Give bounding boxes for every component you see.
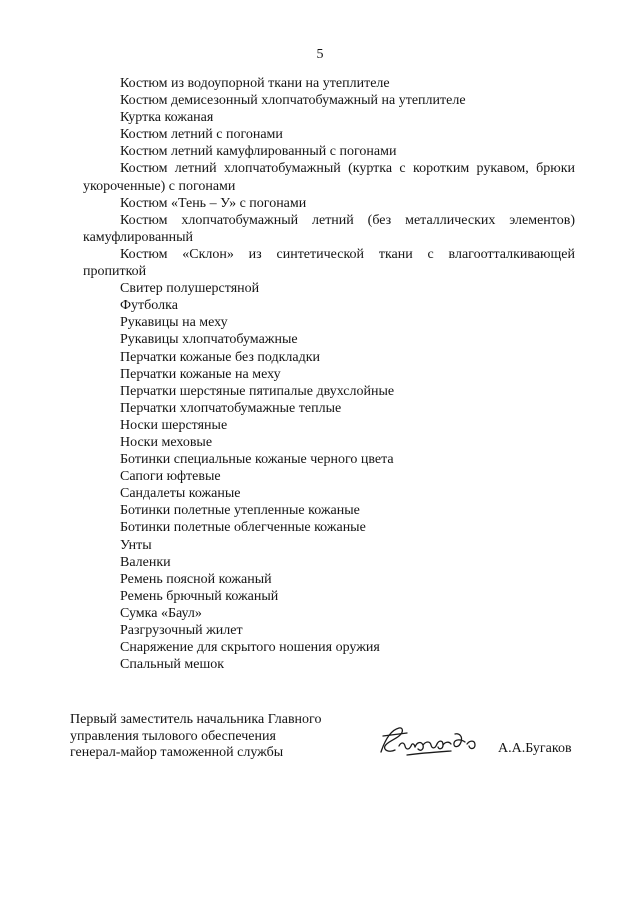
list-item: Сапоги юфтевые	[120, 469, 221, 485]
signatory-name: А.А.Бугаков	[498, 741, 572, 756]
list-item: Костюм летний камуфлированный с погонами	[120, 144, 397, 160]
list-item: Ботинки полетные облегченные кожаные	[120, 520, 366, 536]
list-item: Куртка кожаная	[120, 110, 214, 126]
list-item: Перчатки кожаные на меху	[120, 366, 281, 382]
list-item: Унты	[120, 537, 152, 553]
list-item: Перчатки кожаные без подкладки	[120, 349, 321, 365]
list-item: Снаряжение для скрытого ношения оружия	[120, 640, 380, 656]
list-item: Сумка «Баул»	[120, 605, 202, 621]
list-item: Сандалеты кожаные	[120, 486, 241, 502]
list-item: Костюм летний хлопчатобумажный (куртка с коротким рукавом, брюки	[120, 161, 575, 177]
list-item: Костюм летний с погонами	[120, 127, 283, 143]
list-item: Носки шерстяные	[120, 417, 228, 433]
signatory-title-line: генерал-майор таможенной службы	[70, 745, 284, 760]
list-item: Разгрузочный жилет	[120, 623, 243, 638]
list-item: Костюм «Склон» из синтетической ткани с влагоотталкивающей	[120, 246, 575, 262]
equipment-list	[83, 75, 575, 673]
list-item: Перчатки шерстяные пятипалые двухслойные	[120, 383, 395, 399]
list-item: Костюм из водоупорной ткани на утеплителе	[120, 76, 390, 91]
list-item: Валенки	[120, 554, 171, 570]
signatory-title-line: Первый заместитель начальника Главного	[70, 712, 322, 727]
list-item: Рукавицы хлопчатобумажные	[120, 332, 298, 348]
list-item-continuation: пропиткой	[83, 264, 147, 280]
list-item: Футболка	[120, 298, 178, 314]
signature-block	[70, 712, 590, 772]
list-item: Носки меховые	[120, 434, 213, 450]
list-item: Рукавицы на меху	[120, 315, 228, 331]
list-item: Ремень поясной кожаный	[120, 571, 272, 587]
list-item-continuation: камуфлированный	[83, 229, 194, 245]
list-item: Свитер полушерстяной	[120, 281, 260, 297]
signatory-title	[70, 712, 321, 762]
list-item-continuation: укороченные) с погонами	[83, 178, 236, 194]
list-item: Костюм «Тень – У» с погонами	[120, 195, 307, 211]
list-item: Костюм хлопчатобумажный летний (без металлических элементов)	[120, 212, 575, 228]
signatory-title-line: управления тылового обеспечения	[70, 728, 276, 744]
list-item: Ботинки полетные утепленные кожаные	[120, 503, 360, 519]
list-item: Ремень брючный кожаный	[120, 588, 279, 604]
list-item: Ботинки специальные кожаные черного цвета	[120, 452, 394, 468]
list-item: Костюм демисезонный хлопчатобумажный на утеплителе	[120, 93, 466, 109]
list-item: Перчатки хлопчатобумажные теплые	[120, 400, 342, 416]
handwritten-signature	[377, 722, 487, 762]
list-item: Спальный мешок	[120, 657, 225, 673]
page-number: 5	[316, 47, 324, 62]
